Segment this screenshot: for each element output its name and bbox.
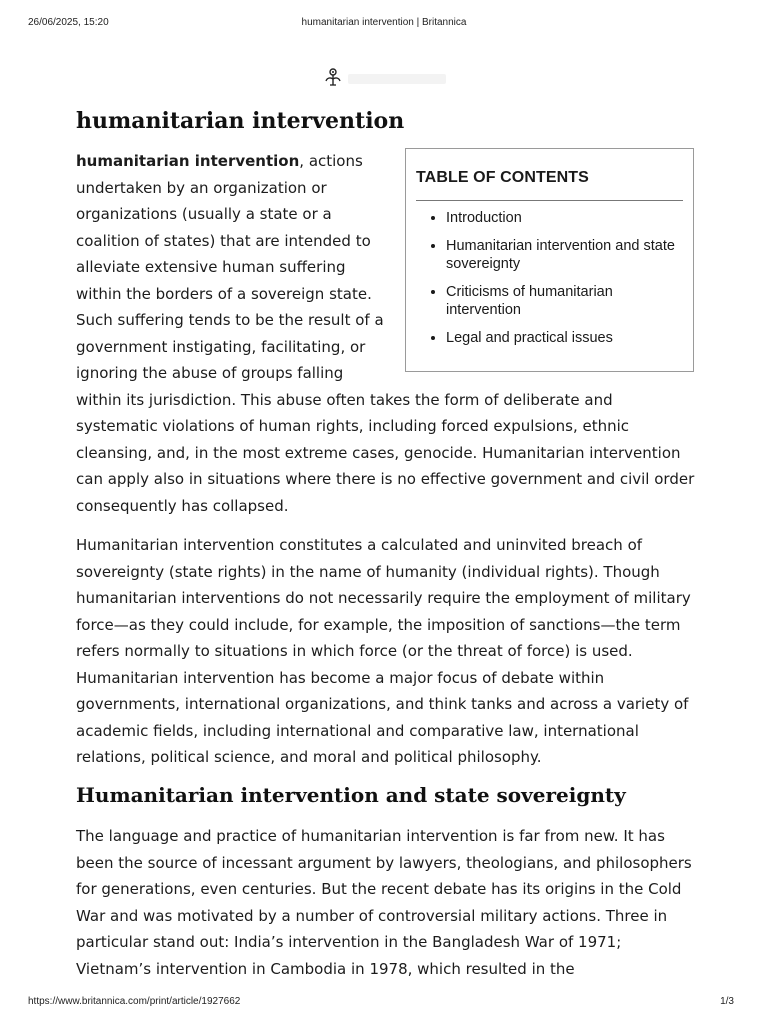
toc-item-legal-practical[interactable]: • Legal and practical issues bbox=[446, 329, 678, 347]
article-title: humanitarian intervention bbox=[76, 108, 405, 134]
page-number: 1/3 bbox=[720, 996, 734, 1007]
print-datetime: 26/06/2025, 15:20 bbox=[28, 17, 109, 28]
print-header bbox=[28, 17, 740, 31]
table-of-contents bbox=[405, 148, 694, 372]
intro-term: humanitarian intervention bbox=[76, 152, 300, 170]
section-heading: Humanitarian intervention and state sovereignty bbox=[76, 783, 626, 807]
toc-item-criticisms[interactable]: • Criticisms of humanitarian intervention bbox=[446, 283, 678, 319]
britannica-thistle-icon[interactable] bbox=[322, 67, 344, 89]
toc-heading: TABLE OF CONTENTS bbox=[416, 169, 589, 186]
paragraph-3: The language and practice of humanitarian intervention is far from new. It has been the source of incessant argument by lawyers, theologians, and philosophers for generations, even centuries. But the recent debate has its origins in the Cold War and was motivated by a number of controversial military actions. Three in particular stand out: India’s intervention in the Bangladesh War of 1971; Vietnam’s intervention in Cambodia in 1978, which resulted in the bbox=[76, 827, 692, 978]
toc-item-introduction[interactable]: • Introduction bbox=[446, 209, 678, 227]
toc-item-state-sovereignty[interactable]: • Humanitarian intervention and state sovereignty bbox=[446, 237, 678, 273]
print-url: https://www.britannica.com/print/article/1927662 bbox=[28, 996, 241, 1007]
toc-list bbox=[428, 209, 678, 357]
intro-text: , actions undertaken by an organization or organizations (usually a state or a coalition of states) that are intended to alleviate extensive human suffering within the borders of a sovereign state. Such suffering tends to be the result of a government instigating, facilitating, or ignoring the abuse of groups falling within its jurisdiction. This abuse often takes the form of deliberate and systematic violations of human rights, including forced expulsions, ethnic cleansing, and, in the most extreme cases, genocide. Humanitarian intervention can apply also in situations where there is no effective government and civil order consequently has collapsed. bbox=[76, 152, 695, 515]
logo-wordmark-placeholder bbox=[348, 74, 446, 84]
paragraph-2: Humanitarian intervention constitutes a calculated and uninvited breach of sovereignty (state rights) in the name of humanity (individual rights). Though humanitarian interventions do not necessarily require the employment of military force—as they could include, for example, the imposition of sanctions—the term refers normally to situations in which force (or the threat of force) is used. Humanitarian intervention has become a major focus of debate within governments, international organizations, and think tanks and across a variety of academic fields, including international and comparative law, international relations, political science, and moral and political philosophy. bbox=[76, 536, 691, 766]
print-document-title: humanitarian intervention | Britannica bbox=[301, 17, 467, 28]
print-footer bbox=[28, 996, 740, 1010]
toc-divider bbox=[416, 200, 683, 201]
